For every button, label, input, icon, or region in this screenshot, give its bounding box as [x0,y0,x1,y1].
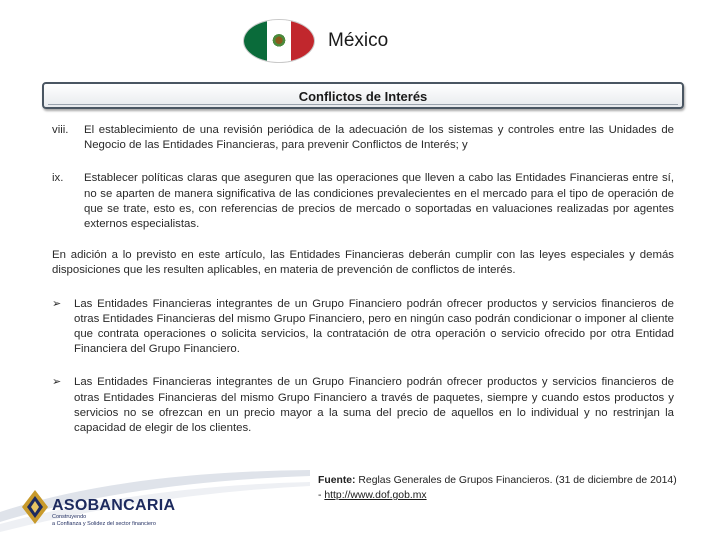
source-text: Reglas Generales de Grupos Financieros. (31 de diciembre de 2014) - [318,475,677,501]
flag-white-stripe [267,20,290,62]
arrow-bullet-icon: ➢ [52,297,62,310]
list-item [52,123,674,153]
slide-body [52,123,674,436]
item-text: El establecimiento de una revisión periódica de la adecuación de los sistemas y controles entre las Unidades de Negocio de las Entidades Financieras, para prevenir Conflictos de Interés; y [84,124,674,152]
bullet-text: Las Entidades Financieras integrantes de un Grupo Financiero podrán ofrecer productos y servicios financieros de otras Entidades Financieras del mismo Grupo Financiero a través de paquetes, siempre y cuando estos productos y servicios no se ofrezcan en un precio mayor a la suma del precio de aquellos en lo individual y no restrinjan la capacidad de elegir de los clientes. [74,376,674,435]
logo-tagline-line-2: a Confianza y Solidez del sector financiero [52,521,156,527]
bullet-item [52,375,674,436]
banner-divider [48,104,678,105]
item-number: ix. [52,172,64,185]
arrow-bullet-icon: ➢ [52,376,62,389]
country-title: México [328,30,389,51]
section-banner [42,82,684,109]
flag-green-stripe [244,20,267,62]
flag-red-stripe [291,20,314,62]
item-number: viii. [52,124,69,136]
source-link[interactable]: http://www.dof.gob.mx [324,490,427,501]
logo-tagline-line-1: Construyendo [52,514,87,520]
mexico-flag-icon [244,20,314,62]
source-citation [318,473,680,503]
body-paragraph: En adición a lo previsto en este artículo, las Entidades Financieras deberán cumplir con las leyes especiales y demás disposiciones que les resulten aplicables, en materia de prevención de conflictos de interés. [52,249,674,277]
bullet-text: Las Entidades Financieras integrantes de un Grupo Financiero podrán ofrecer productos y servicios financieros de otras Entidades Financieras del mismo Grupo Financiero, pero en ningún caso podrán condicionar o imponer al cliente que contrata operaciones o solicita servicios, la contratación de otra operación o servicio ofrecido por otra Entidad Financiera del Grupo Financiero. [74,297,674,356]
item-text: Establecer políticas claras que aseguren que las operaciones que lleven a cabo las Entidades Financieras entre sí, no se aparten de manera significativa de las condiciones prevalecientes en el mercado para el tipo de operación de que se trate, esto es, con referencias de precios de mercado o soportadas en valuaciones realizadas por agentes externos especialistas. [84,172,674,231]
section-title: Conflictos de Interés [298,89,428,104]
source-label: Fuente: [318,475,356,486]
logo-tagline [52,514,156,528]
bullet-item [52,297,674,358]
flag-emblem-icon [272,34,286,48]
list-item [52,171,674,232]
asobancaria-logo-icon [22,490,48,524]
logo-name: ASOBANCARIA [52,497,176,514]
